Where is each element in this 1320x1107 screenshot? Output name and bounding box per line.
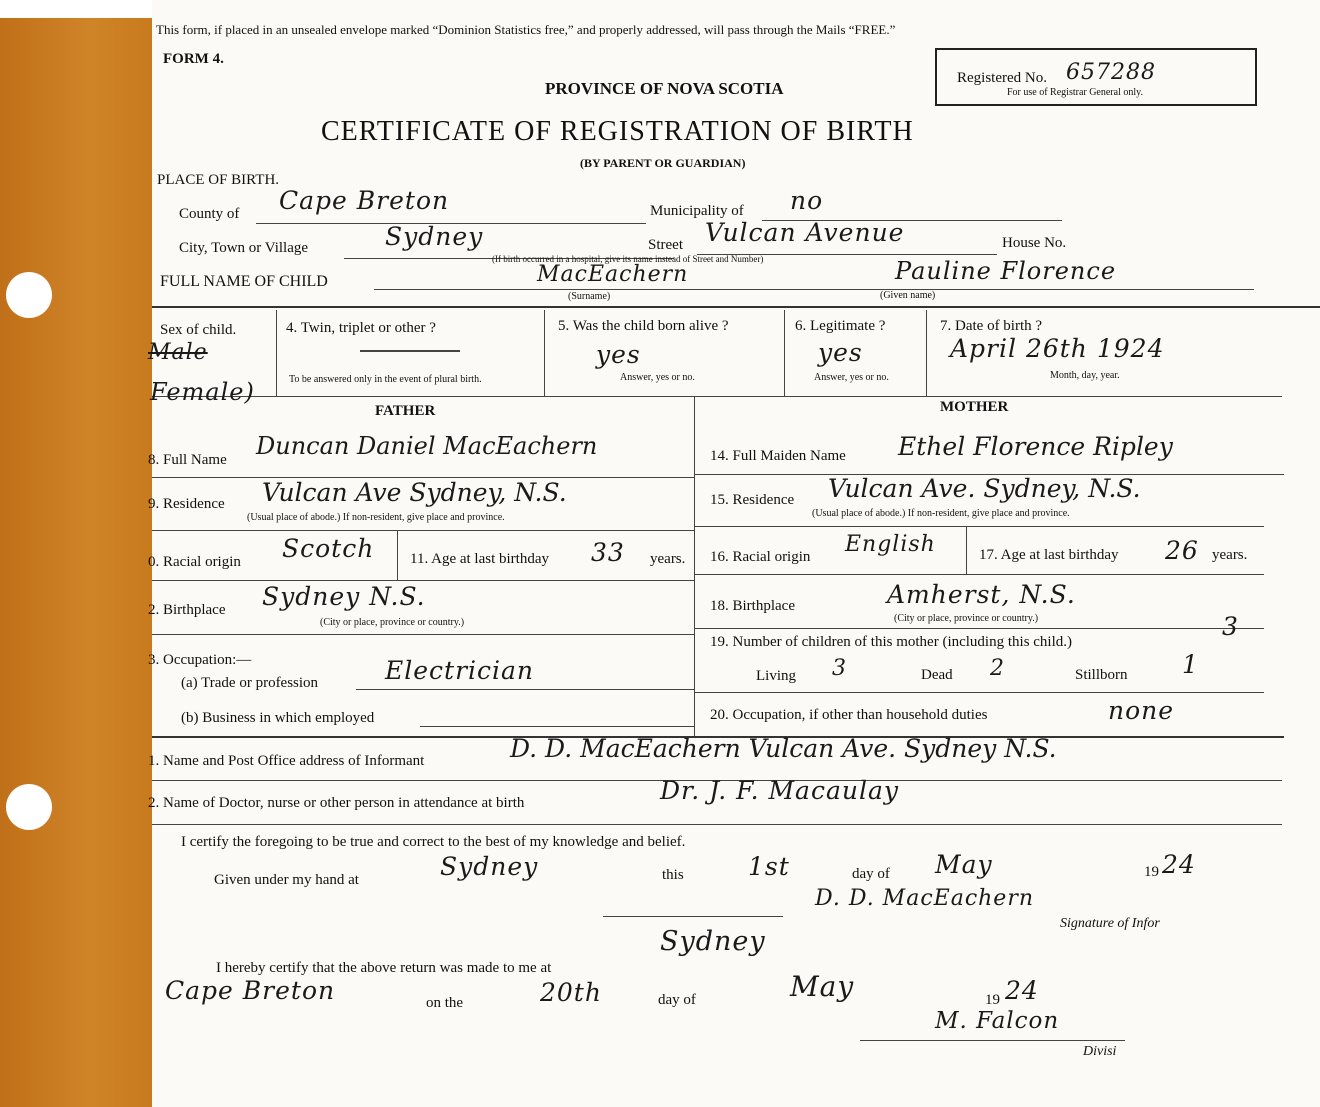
punch-hole-top <box>6 272 52 318</box>
on-the-label: on the <box>426 995 464 1011</box>
city-value: Sydney <box>385 222 484 251</box>
mother-residence-value: Vulcan Ave. Sydney, N.S. <box>828 474 1141 503</box>
mother-children-total: 3 <box>1222 612 1239 641</box>
dob-label: 7. Date of birth ? <box>940 318 1043 334</box>
mailing-notice: This form, if placed in an unsealed envelope marked “Dominion Statistics free,” and properly addressed, will pass through the Mails “FREE.” <box>156 22 896 37</box>
alive-label: 5. Was the child born alive ? <box>558 318 729 334</box>
stillborn-value: 1 <box>1182 650 1199 679</box>
mother-residence-note: (Usual place of abode.) If non-resident, give place and province. <box>812 508 1070 519</box>
signature-caption: Signature of Infor <box>1060 916 1160 931</box>
registrar-signature: M. Falcon <box>935 1008 1060 1034</box>
province-heading: PROVINCE OF NOVA SCOTIA <box>545 79 784 98</box>
informant-label: 1. Name and Post Office address of Informant <box>148 753 425 769</box>
father-trade-label: (a) Trade or profession <box>181 675 319 691</box>
stillborn-label: Stillborn <box>1075 667 1128 683</box>
street-label: Street <box>648 237 683 253</box>
father-business-label: (b) Business in which employed <box>181 710 375 726</box>
sex-value: Female) <box>150 378 255 406</box>
father-name-label: 8. Full Name <box>148 452 227 468</box>
mother-name-value: Ethel Florence Ripley <box>898 432 1173 461</box>
doctor-label: 2. Name of Doctor, nurse or other person in attendance at birth <box>148 795 525 811</box>
father-heading: FATHER <box>375 403 436 419</box>
mother-birthplace-note: (City or place, province or country.) <box>894 613 1039 624</box>
day-of-label: day of <box>852 866 890 882</box>
street-value: Vulcan Avenue <box>705 218 905 247</box>
registered-number: 657288 <box>1066 60 1156 85</box>
month-value: May <box>935 850 993 879</box>
father-age-unit: years. <box>650 551 686 567</box>
doctor-value: Dr. J. F. Macaulay <box>660 776 899 805</box>
registrar-day-of-label: day of <box>658 992 696 1008</box>
mother-children-label: 19. Number of children of this mother (including this child.) <box>710 634 1073 650</box>
surname-caption: (Surname) <box>568 291 611 302</box>
mother-birthplace-value: Amherst, N.S. <box>887 580 1076 609</box>
mother-age-unit: years. <box>1212 547 1248 563</box>
legitimate-value: yes <box>818 338 863 367</box>
given-place-value: Sydney <box>440 852 539 881</box>
sex-label: Sex of child. <box>160 322 237 338</box>
alive-note: Answer, yes or no. <box>620 372 695 383</box>
document-subtitle: (BY PARENT OR GUARDIAN) <box>580 156 746 170</box>
registrar-statement: I hereby certify that the above return was made to me at <box>216 960 552 976</box>
father-race-value: Scotch <box>282 534 375 563</box>
place-of-birth-heading: PLACE OF BIRTH. <box>157 172 280 188</box>
living-label: Living <box>756 668 796 684</box>
father-age-value: 33 <box>591 538 625 567</box>
mother-age-label: 17. Age at last birthday <box>979 547 1119 563</box>
legitimate-label: 6. Legitimate ? <box>795 318 886 334</box>
mother-heading: MOTHER <box>940 399 1009 415</box>
registrar-year-suffix: 24 <box>1005 976 1039 1005</box>
given-caption: (Given name) <box>880 290 936 301</box>
house-number-label: House No. <box>1002 235 1067 251</box>
father-residence-label: 9. Residence <box>148 496 225 512</box>
year-suffix: 24 <box>1162 850 1196 879</box>
child-surname-value: MacEachern <box>537 262 689 287</box>
father-age-label: 11. Age at last birthday <box>410 551 549 567</box>
mother-occupation-label: 20. Occupation, if other than household duties <box>710 707 988 723</box>
division-caption: Divisi <box>1083 1044 1117 1059</box>
dob-note: Month, day, year. <box>1050 370 1120 381</box>
mother-birthplace-label: 18. Birthplace <box>710 598 795 614</box>
municipality-label: Municipality of <box>650 203 744 219</box>
dead-value: 2 <box>990 656 1005 681</box>
certification-statement: I certify the foregoing to be true and correct to the best of my knowledge and belief. <box>181 834 686 850</box>
county-value: Cape Breton <box>279 186 450 215</box>
twin-note: To be answered only in the event of plural birth. <box>289 374 482 385</box>
registrar-place-value: Sydney <box>660 926 766 957</box>
county-label: County of <box>179 206 240 222</box>
day-value: 1st <box>748 852 790 881</box>
registrar-county-value: Cape Breton <box>165 976 336 1005</box>
father-name-value: Duncan Daniel MacEachern <box>256 432 598 460</box>
mother-race-value: English <box>845 532 936 557</box>
registrar-note: For use of Registrar General only. <box>1007 87 1143 98</box>
mother-race-label: 16. Racial origin <box>710 549 811 565</box>
twin-label: 4. Twin, triplet or other ? <box>286 320 436 336</box>
father-birthplace-label: 2. Birthplace <box>148 602 226 618</box>
mother-residence-label: 15. Residence <box>710 492 795 508</box>
father-residence-value: Vulcan Ave Sydney, N.S. <box>262 478 567 507</box>
city-label: City, Town or Village <box>179 240 309 256</box>
municipality-value: no <box>790 186 824 215</box>
year-prefix: 19 <box>1144 864 1159 880</box>
this-label: this <box>662 867 684 883</box>
punch-hole-bottom <box>6 784 52 830</box>
father-residence-note: (Usual place of abode.) If non-resident, give place and province. <box>247 512 505 523</box>
father-occupation-label: 3. Occupation:— <box>148 652 252 668</box>
dob-value: April 26th 1924 <box>950 334 1165 363</box>
registrar-month-value: May <box>790 970 855 1003</box>
hospital-note: (If birth occurred in a hospital, give its name instead of Street and Number) <box>492 254 764 264</box>
mother-age-value: 26 <box>1165 536 1199 565</box>
alive-value: yes <box>596 340 641 369</box>
sex-struck-value: Male <box>148 340 208 365</box>
registrar-year-prefix: 19 <box>985 992 1000 1008</box>
informant-signature: D. D. MacEachern <box>815 886 1035 911</box>
mother-name-label: 14. Full Maiden Name <box>710 448 846 464</box>
child-name-label: FULL NAME OF CHILD <box>160 273 328 290</box>
child-given-value: Pauline Florence <box>895 257 1117 285</box>
informant-value: D. D. MacEachern Vulcan Ave. Sydney N.S. <box>510 734 1057 763</box>
registered-label: Registered No. <box>957 70 1047 86</box>
living-value: 3 <box>832 656 847 681</box>
document-title: CERTIFICATE OF REGISTRATION OF BIRTH <box>321 116 914 147</box>
form-number: FORM 4. <box>163 51 224 67</box>
given-under-hand-label: Given under my hand at <box>214 872 359 888</box>
father-birthplace-note: (City or place, province or country.) <box>320 617 465 628</box>
registrar-day-value: 20th <box>540 978 602 1007</box>
mother-occupation-value: none <box>1108 696 1175 725</box>
binding-strip <box>0 18 152 1107</box>
dead-label: Dead <box>921 667 953 683</box>
father-trade-value: Electrician <box>385 656 535 685</box>
legitimate-note: Answer, yes or no. <box>814 372 889 383</box>
father-birthplace-value: Sydney N.S. <box>262 582 426 611</box>
father-race-label: 0. Racial origin <box>148 554 241 570</box>
